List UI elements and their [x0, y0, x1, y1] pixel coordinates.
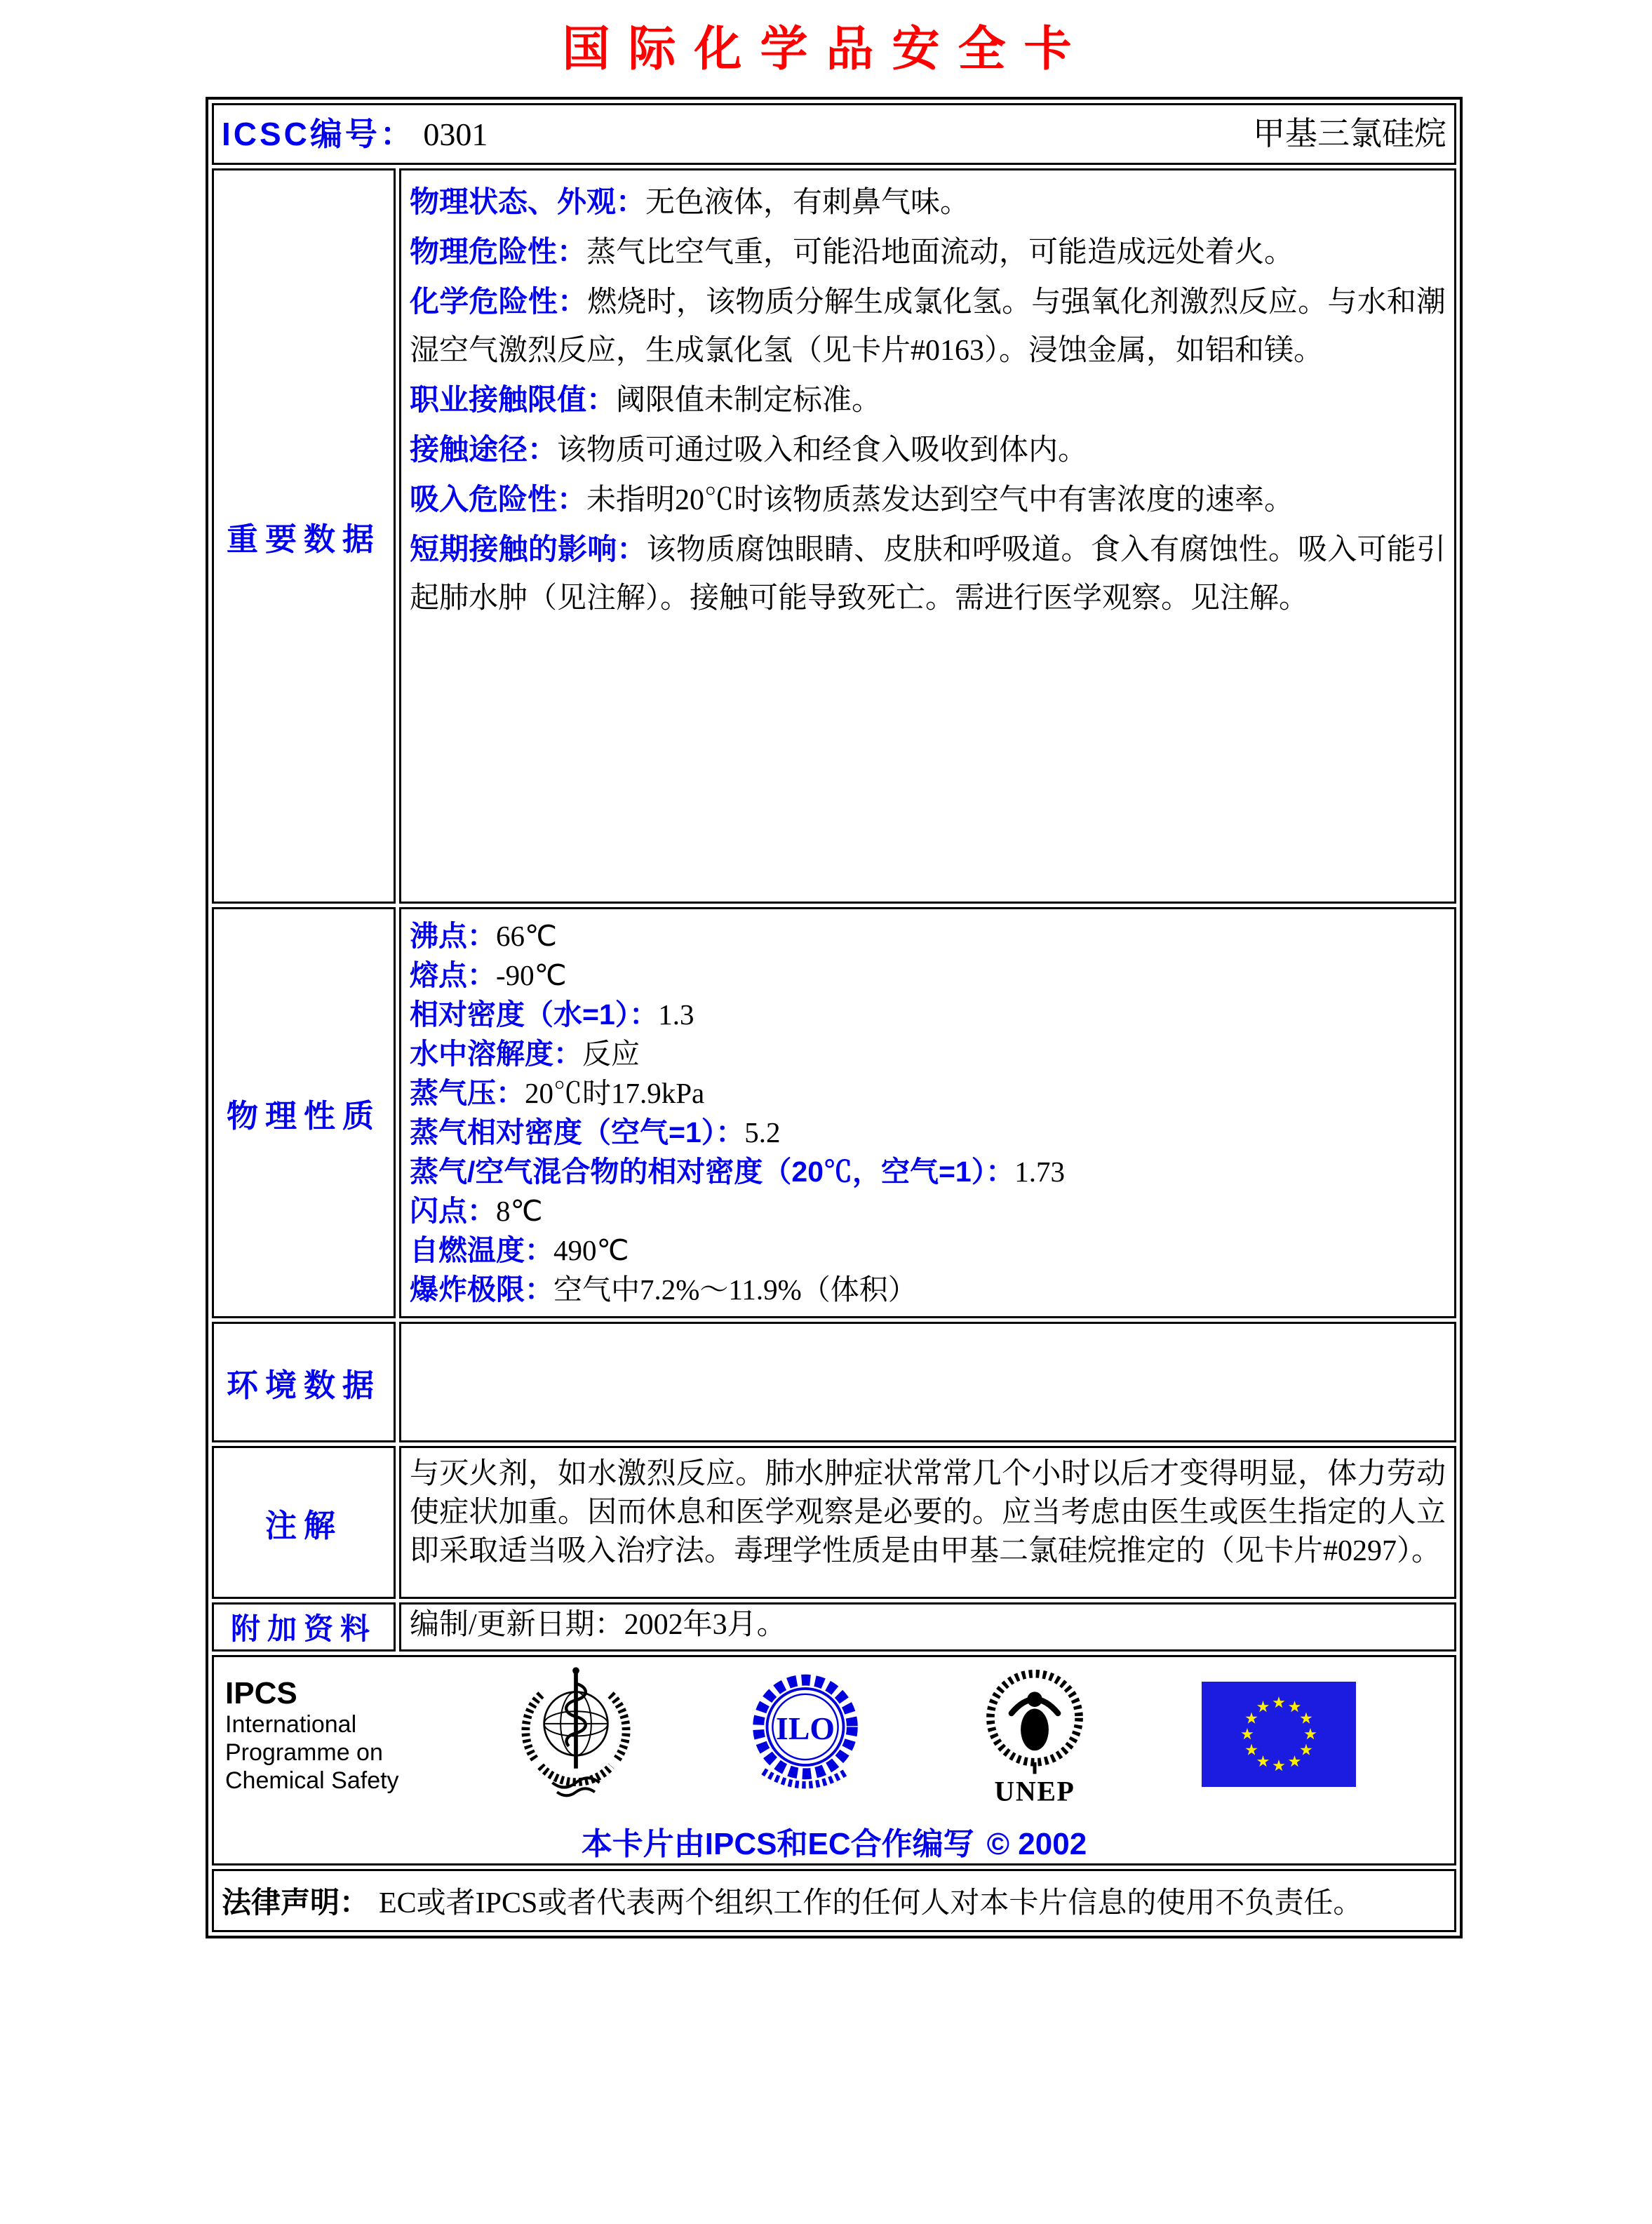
physical-property: 爆炸极限：空气中7.2%～11.9%（体积） [410, 1273, 917, 1306]
legal-label: 法律声明： [222, 1886, 370, 1919]
unep-logo-icon [976, 1664, 1093, 1808]
chemical-name: 甲基三氯硅烷 [1253, 116, 1446, 152]
important-data-item: 物理状态、外观：无色液体，有刺鼻气味。 [410, 185, 970, 219]
physical-property: 相对密度（水=1）：1.3 [410, 998, 694, 1031]
icsc-number-group [222, 115, 488, 152]
notes-content: 与灭火剂，如水激烈反应。肺水肿症状常常几个小时以后才变得明显，体力劳动使症状加重。因而休息和医学观察是必要的。应当考虑由医生或医生指定的人立即采取适当吸入治疗法。毒理学性质是由甲基二氯硅烷推定的（见卡片#0297）。 [399, 1446, 1456, 1599]
additional-info-content: 编制/更新日期：2002年3月。 [399, 1602, 1456, 1652]
important-data-item: 短期接触的影响：该物质腐蚀眼睛、皮肤和呼吸道。食入有腐蚀性。吸入可能引起肺水肿（见注解）。接触可能导致死亡。需进行医学观察。见注解。 [410, 532, 1446, 615]
copyright-text: © 2002 [986, 1827, 1087, 1861]
ipcs-text-block: IPCS International Programme on Chemical Safety [225, 1677, 408, 1795]
notes-row [212, 1446, 1456, 1599]
logos-row [212, 1655, 1456, 1865]
important-data-item: 接触途径：该物质可通过吸入和经食入吸收到体内。 [410, 433, 1088, 467]
icsc-card [206, 97, 1463, 1938]
physical-property: 熔点：-90℃ [410, 959, 567, 991]
important-data-content [399, 168, 1456, 904]
environmental-data-content [399, 1322, 1456, 1442]
important-data-item: 物理危险性：蒸气比空气重，可能沿地面流动，可能造成远处着火。 [410, 235, 1294, 269]
physical-properties-row [212, 907, 1456, 1318]
physical-property: 沸点：66℃ [410, 920, 558, 952]
eu-flag-icon [1202, 1682, 1356, 1790]
physical-property: 自燃温度：490℃ [410, 1234, 629, 1266]
legal-text: EC或者IPCS或者代表两个组织工作的任何人对本卡片信息的使用不负责任。 [379, 1887, 1363, 1920]
ilo-logo-icon [744, 1668, 867, 1804]
physical-property: 闪点：8℃ [410, 1195, 543, 1227]
icsc-number-label: ICSC编号： [222, 115, 415, 152]
important-data-row [212, 168, 1456, 904]
physical-property: 蒸气压：20℃时17.9kPa [410, 1077, 705, 1109]
important-data-item: 化学危险性：燃烧时，该物质分解生成氯化氢。与强氧化剂激烈反应。与水和潮湿空气激烈反应，生成氯化氢（见卡片#0163）。浸蚀金属，如铝和镁。 [410, 285, 1446, 367]
section-label-notes: 注解 [212, 1446, 396, 1599]
legal-row [212, 1869, 1456, 1932]
important-data-item: 吸入危险性：未指明20℃时该物质蒸发达到空气中有害浓度的速率。 [410, 483, 1294, 516]
header-cell [212, 103, 1456, 165]
svg-text:UNEP: UNEP [993, 1775, 1075, 1804]
ipcs-title: IPCS [225, 1676, 297, 1710]
legal-cell [212, 1869, 1456, 1932]
additional-info-row [212, 1602, 1456, 1652]
section-label-environmental-data: 环境数据 [212, 1322, 396, 1442]
important-data-item: 职业接触限值：阈限值未制定标准。 [410, 383, 882, 417]
section-label-additional-info: 附加资料 [212, 1602, 396, 1652]
who-logo-icon [517, 1664, 635, 1808]
physical-properties-content [399, 907, 1456, 1318]
physical-property: 蒸气相对密度（空气=1）：5.2 [410, 1116, 781, 1148]
page-title: 国际化学品安全卡 [562, 22, 1090, 76]
physical-property: 蒸气/空气混合物的相对密度（20℃，空气=1）：1.73 [410, 1155, 1065, 1188]
physical-property: 水中溶解度：反应 [410, 1038, 640, 1070]
section-label-important-data: 重要数据 [212, 168, 396, 904]
header-row [212, 103, 1456, 165]
logos-cell [212, 1655, 1456, 1865]
svg-text:ILO: ILO [776, 1710, 835, 1746]
section-label-physical-properties: 物理性质 [212, 907, 396, 1318]
icsc-number-value: 0301 [423, 116, 488, 152]
cooperation-caption: 本卡片由IPCS和EC合作编写 © 2002 [581, 1827, 1087, 1861]
environmental-data-row [212, 1322, 1456, 1442]
